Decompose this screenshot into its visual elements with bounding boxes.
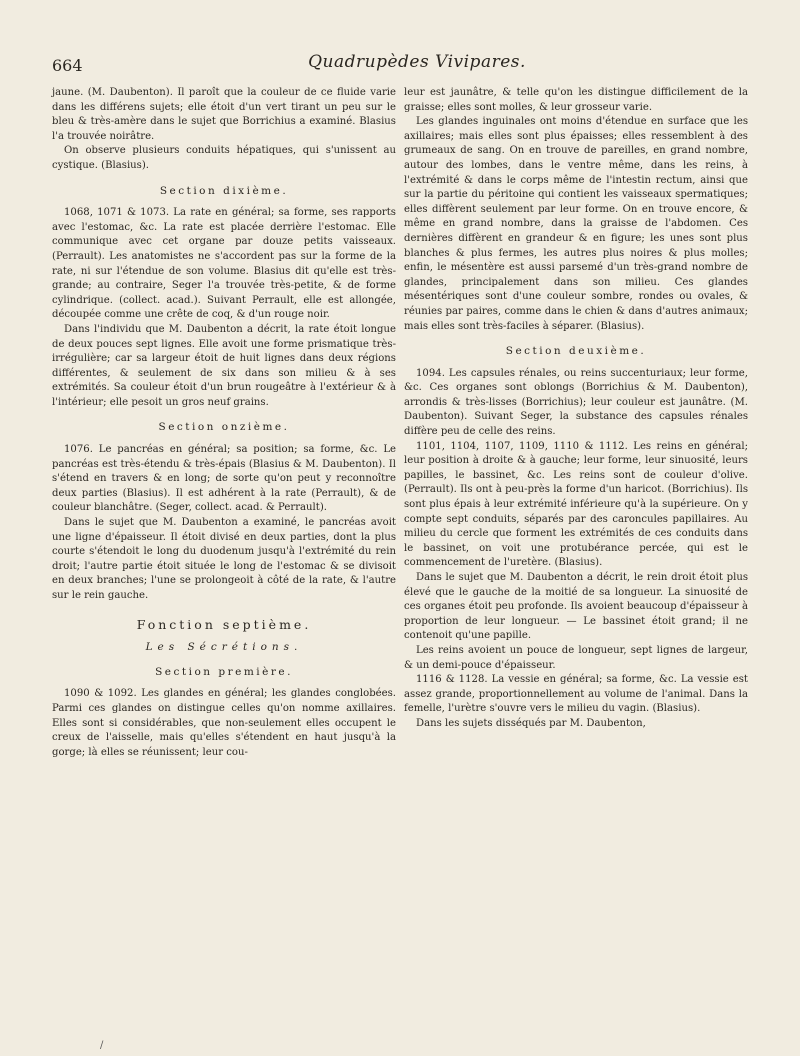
subtitle-heading: Les Sécrétions. <box>145 641 303 654</box>
paragraph: Dans le sujet que M. Daubenton a décrit, le rein droit étoit plus élevé que le gauche de la moitié de sa longueur. La sinuosité de ces organes étoit peu profonde. Ils avoient beaucoup d'épaisseur à proportion de leur longueur. — Le bassinet étoit grand; il ne contenoit qu'une papille. <box>404 572 748 642</box>
section-heading: Section dixième. <box>159 184 289 197</box>
paragraph: 1068, 1071 & 1073. La rate en général; sa forme, ses rapports avec l'estomac, &c. La rate est placée derrière l'estomac. Elle communique avec cet organe par douze petits vaisseaux. (Perrault). Les anatomistes ne s'accordent pas sur la forme de la rate, ni sur l'étendue de son volume. Blasius dit qu'elle est très-grande; au contraire, Seger l'a trouvée très-petite, & de forme cylindrique. (collect. acad.). Suivant Perrault, elle est allongée, découpée comme une crête de coq, & d'un rouge noir. <box>52 207 396 321</box>
function-heading: Fonction septième. <box>136 616 312 632</box>
page-header <box>52 52 748 82</box>
section-heading: Section première. <box>155 665 293 678</box>
right-column <box>404 86 748 732</box>
section-heading: Section deuxième. <box>505 345 647 358</box>
running-title: Quadrupèdes Vivipares. <box>308 52 526 72</box>
paragraph: Dans les sujets disséqués par M. Daubenton, <box>416 717 646 729</box>
footer-mark: / <box>100 1040 104 1051</box>
left-column <box>52 86 396 760</box>
paragraph: 1094. Les capsules rénales, ou reins succenturiaux; leur forme, &c. Ces organes sont oblongs (Borrichius & M. Daubenton), arrondis & très-lisses (Borrichius); leur couleur est jaunâtre. (M. Daubenton). Suivant Seger, la substance des capsules rénales diffère peu de celle des reins. <box>404 367 748 438</box>
paragraph: jaune. (M. Daubenton). Il paroît que la couleur de ce fluide varie dans les différens sujets; elle étoit d'un vert tirant un peu sur le bleu & très-amère dans le sujet que Borrichius a examiné. Blasius l'a trouvée noirâtre. <box>52 87 396 142</box>
paragraph: leur est jaunâtre, & telle qu'on les distingue difficilement de la graisse; elles sont molles, & leur grosseur varie. <box>404 87 748 113</box>
paragraph: On observe plusieurs conduits hépatiques, qui s'unissent au cystique. (Blasius). <box>52 145 396 171</box>
section-heading: Section onzième. <box>158 421 290 434</box>
paragraph: Dans l'individu que M. Daubenton a décrit, la rate étoit longue de deux pouces sept lignes. Elle avoit une forme prismatique très-irrégulière; car sa largeur étoit de huit lignes dans deux régions différentes, & seulement de six dans son milieu & à ses extrémités. Sa couleur étoit d'un brun rougeâtre à l'extérieur & à l'intérieur; elle pesoit un gros neuf grains. <box>52 323 396 408</box>
paragraph: Dans le sujet que M. Daubenton a examiné, le pancréas avoit une ligne d'épaisseur. Il étoit divisé en deux parties, dont la plus courte s'étendoit le long du duodenum jusqu'à l'extrémité du rein droit; l'autre partie étoit située le long de l'estomac & se divisoit en deux branches; l'une se prolongeoit à côté de la rate, & l'autre sur le rein gauche. <box>52 517 396 601</box>
paragraph: Les reins avoient un pouce de longueur, sept lignes de largeur, & un demi-pouce d'épaisseur. <box>404 644 748 671</box>
paragraph: Les glandes inguinales ont moins d'étendue en surface que les axillaires; mais elles sont plus épaisses; elles ressemblent à des grumeaux de sang. On en trouve de pareilles, en grand nombre, autour des lombes, dans le ventre même, dans les reins, à l'extrémité & dans le corps même de l'intestin rectum, ainsi que sur la partie du péritoine qui contient les vaisseaux spermatiques; elles diffèrent seulement par leur forme. On en trouve encore, & même en grand nombre, dans la graisse de l'abdomen. Ces dernières diffèrent en grandeur & en figure; les unes sont plus blanches & plus fermes, les autres plus noires & plus molles; enfin, le mésentère est aussi parsemé d'un très-grand nombre de glandes, principalement dans son milieu. Ces glandes mésentériques sont d'une couleur sombre, rondes ou ovales, & réunies par paires, comme dans le chien & dans d'autres animaux; mais elles sont très-faciles à séparer. (Blasius). <box>404 116 748 332</box>
paragraph: 1076. Le pancréas en général; sa position; sa forme, &c. Le pancréas est très-étendu & très-épais (Blasius & M. Daubenton). Il s'étend en travers & en long; de sorte qu'on peut y reconnoître deux parties (Blasius). Il est adhérent à la rate (Perrault), & de couleur blanchâtre. (Seger, collect. acad. & Perrault). <box>52 444 396 514</box>
paragraph: 1116 & 1128. La vessie en général; sa forme, &c. La vessie est assez grande, proportionnellement au volume de l'animal. Dans la femelle, l'urètre s'ouvre vers le milieu du vagin. (Blasius). <box>404 674 748 715</box>
paragraph: 1090 & 1092. Les glandes en général; les glandes conglobées. Parmi ces glandes on distingue celles qu'on nomme axillaires. Elles sont si considérables, que non-seulement elles occupent le creux de l'aisselle, mais qu'elles s'étendent en haut jusqu'à la gorge; là elles se réunissent; leur cou- <box>52 688 396 758</box>
paragraph: 1101, 1104, 1107, 1109, 1110 & 1112. Les reins en général; leur position à droite & à gauche; leur forme, leur sinuosité, leurs papilles, le bassinet, &c. Les reins sont de couleur d'olive. (Perrault). Ils ont à peu-près la forme d'un haricot. (Borrichius). Ils sont plus épais à leur extrémité inférieure qu'à la supérieure. On y compte sept conduits, séparés par des caroncules papillaires. Au milieu du cercle que forment les extrémités de ces conduits dans le bassinet, on voit une protubérance percée, qui est le commencement de l'uretère. (Blasius). <box>404 440 748 569</box>
page-number: 664 <box>52 56 83 75</box>
